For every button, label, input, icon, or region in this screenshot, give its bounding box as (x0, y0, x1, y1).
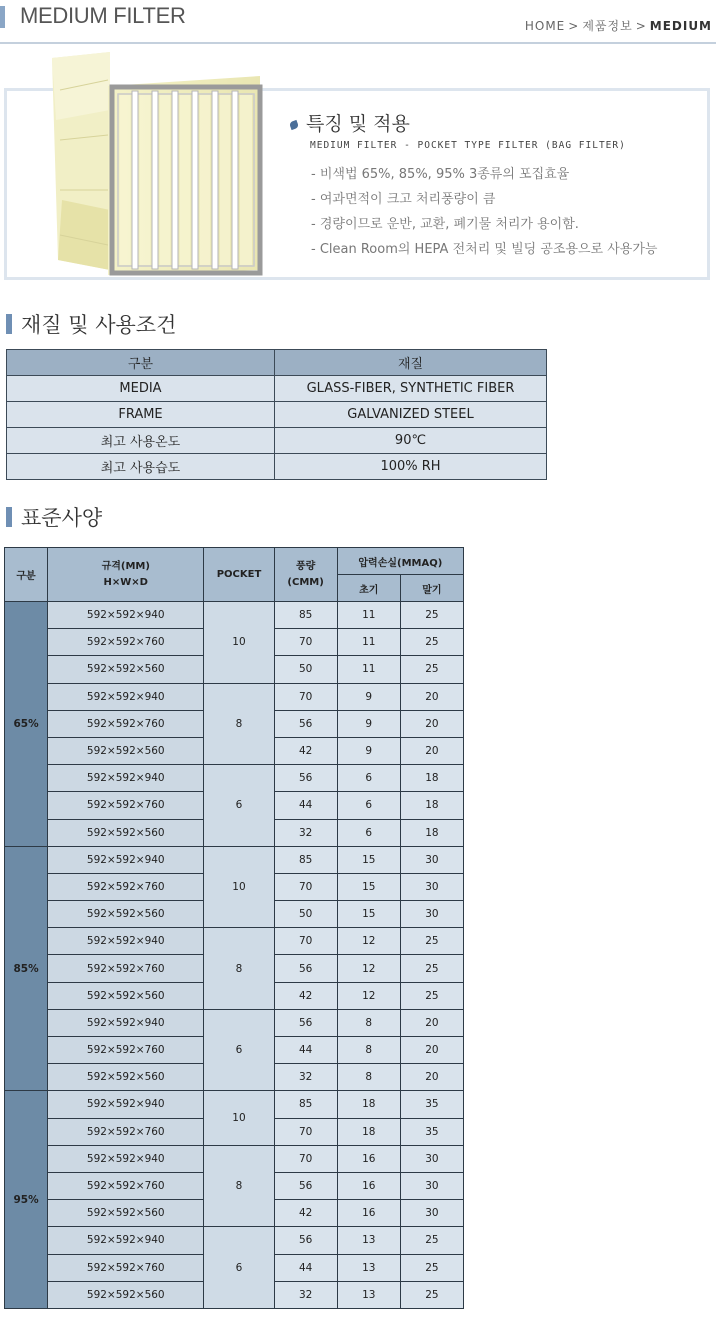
flow-cell: 56 (274, 955, 337, 982)
final-loss-cell: 20 (400, 1037, 463, 1064)
flow-cell: 70 (274, 683, 337, 710)
table-row (5, 1091, 464, 1118)
header-pressure: 압력손실(MMAQ) (337, 548, 463, 575)
initial-loss-cell: 9 (337, 737, 400, 764)
size-cell: 592×592×560 (48, 819, 204, 846)
title-accent-bar (0, 6, 5, 28)
flow-cell: 70 (274, 928, 337, 955)
leaf-bullet-icon (289, 119, 299, 129)
pocket-cell: 6 (204, 765, 274, 847)
initial-loss-cell: 6 (337, 819, 400, 846)
size-cell: 592×592×940 (48, 846, 204, 873)
features-list (311, 162, 657, 262)
final-loss-cell: 35 (400, 1091, 463, 1118)
final-loss-cell: 25 (400, 955, 463, 982)
pocket-cell: 6 (204, 1227, 274, 1309)
flow-cell: 50 (274, 656, 337, 683)
table-row (5, 928, 464, 955)
flow-cell: 85 (274, 1091, 337, 1118)
page-title: MEDIUM FILTER (20, 3, 186, 28)
flow-cell: 56 (274, 710, 337, 737)
table-row: FRAME GALVANIZED STEEL (7, 402, 547, 428)
flow-cell: 56 (274, 1172, 337, 1199)
size-cell: 592×592×940 (48, 928, 204, 955)
flow-cell: 42 (274, 982, 337, 1009)
size-cell: 592×592×760 (48, 1254, 204, 1281)
flow-cell: 42 (274, 737, 337, 764)
size-cell: 592×592×940 (48, 683, 204, 710)
efficiency-group-cell: 95% (5, 1091, 48, 1309)
header-pocket: POCKET (204, 548, 274, 602)
final-loss-cell: 20 (400, 737, 463, 764)
breadcrumb-home[interactable]: HOME (524, 19, 566, 33)
final-loss-cell: 35 (400, 1118, 463, 1145)
initial-loss-cell: 15 (337, 901, 400, 928)
final-loss-cell: 18 (400, 792, 463, 819)
table-row: 최고 사용습도 100% RH (7, 454, 547, 480)
size-cell: 592×592×760 (48, 710, 204, 737)
flow-cell: 70 (274, 1118, 337, 1145)
pocket-cell: 8 (204, 1145, 274, 1227)
size-cell: 592×592×760 (48, 629, 204, 656)
chevron-right-icon: > (635, 19, 647, 33)
pocket-cell: 8 (204, 928, 274, 1010)
final-loss-cell: 18 (400, 819, 463, 846)
flow-cell: 32 (274, 819, 337, 846)
spec-section-title: 표준사양 (21, 506, 103, 530)
table-row: MEDIA GLASS-FIBER, SYNTHETIC FIBER (7, 376, 547, 402)
initial-loss-cell: 6 (337, 765, 400, 792)
size-cell: 592×592×760 (48, 1037, 204, 1064)
material-section-title: 재질 및 사용조건 (21, 313, 177, 337)
section-accent-bar (6, 507, 12, 527)
size-cell: 592×592×760 (48, 1172, 204, 1199)
pocket-cell: 10 (204, 846, 274, 928)
initial-loss-cell: 13 (337, 1281, 400, 1308)
initial-loss-cell: 16 (337, 1172, 400, 1199)
initial-loss-cell: 12 (337, 955, 400, 982)
breadcrumb-products[interactable]: 제품정보 (582, 19, 633, 33)
table-row: 최고 사용온도 90℃ (7, 428, 547, 454)
final-loss-cell: 25 (400, 982, 463, 1009)
final-loss-cell: 18 (400, 765, 463, 792)
final-loss-cell: 25 (400, 656, 463, 683)
table-row (5, 1145, 464, 1172)
initial-loss-cell: 8 (337, 1037, 400, 1064)
header-group: 구분 (5, 548, 48, 602)
table-header: 재질 (275, 350, 547, 376)
initial-loss-cell: 12 (337, 982, 400, 1009)
list-item: - Clean Room의 HEPA 전처리 및 빌딩 공조용으로 사용가능 (311, 242, 658, 257)
flow-cell: 70 (274, 1145, 337, 1172)
size-cell: 592×592×560 (48, 982, 204, 1009)
size-cell: 592×592×760 (48, 955, 204, 982)
initial-loss-cell: 16 (337, 1145, 400, 1172)
features-title: 특징 및 적용 (290, 109, 410, 136)
final-loss-cell: 30 (400, 873, 463, 900)
flow-cell: 50 (274, 901, 337, 928)
final-loss-cell: 25 (400, 629, 463, 656)
final-loss-cell: 30 (400, 846, 463, 873)
initial-loss-cell: 9 (337, 683, 400, 710)
spec-table-body (5, 602, 464, 1309)
flow-cell: 85 (274, 602, 337, 629)
final-loss-cell: 30 (400, 1200, 463, 1227)
initial-loss-cell: 8 (337, 1064, 400, 1091)
final-loss-cell: 20 (400, 1009, 463, 1036)
flow-cell: 32 (274, 1064, 337, 1091)
initial-loss-cell: 18 (337, 1118, 400, 1145)
header-flow: 풍량 (CMM) (274, 548, 337, 602)
flow-cell: 42 (274, 1200, 337, 1227)
pocket-cell: 10 (204, 602, 274, 684)
final-loss-cell: 20 (400, 683, 463, 710)
breadcrumb-current: MEDIUM (649, 19, 712, 33)
size-cell: 592×592×940 (48, 1091, 204, 1118)
size-cell: 592×592×760 (48, 1118, 204, 1145)
pocket-cell: 8 (204, 683, 274, 765)
final-loss-cell: 30 (400, 901, 463, 928)
header-divider (0, 42, 716, 44)
flow-cell: 56 (274, 1227, 337, 1254)
initial-loss-cell: 13 (337, 1254, 400, 1281)
initial-loss-cell: 6 (337, 792, 400, 819)
size-cell: 592×592×560 (48, 737, 204, 764)
initial-loss-cell: 13 (337, 1227, 400, 1254)
size-cell: 592×592×560 (48, 1281, 204, 1308)
efficiency-group-cell: 65% (5, 602, 48, 847)
table-header: 구분 (7, 350, 275, 376)
initial-loss-cell: 15 (337, 846, 400, 873)
pocket-cell: 6 (204, 1009, 274, 1091)
size-cell: 592×592×560 (48, 1064, 204, 1091)
final-loss-cell: 30 (400, 1145, 463, 1172)
final-loss-cell: 25 (400, 1254, 463, 1281)
initial-loss-cell: 8 (337, 1009, 400, 1036)
flow-cell: 44 (274, 792, 337, 819)
initial-loss-cell: 15 (337, 873, 400, 900)
table-row (5, 846, 464, 873)
table-row (5, 1227, 464, 1254)
flow-cell: 44 (274, 1254, 337, 1281)
breadcrumb (525, 17, 712, 34)
initial-loss-cell: 18 (337, 1091, 400, 1118)
section-accent-bar (6, 314, 12, 334)
final-loss-cell: 30 (400, 1172, 463, 1199)
final-loss-cell: 25 (400, 1227, 463, 1254)
initial-loss-cell: 11 (337, 629, 400, 656)
table-row (5, 765, 464, 792)
table-row (5, 1009, 464, 1036)
size-cell: 592×592×760 (48, 873, 204, 900)
flow-cell: 85 (274, 846, 337, 873)
bag-filter-image (40, 50, 270, 280)
initial-loss-cell: 11 (337, 656, 400, 683)
final-loss-cell: 20 (400, 1064, 463, 1091)
size-cell: 592×592×940 (48, 1009, 204, 1036)
final-loss-cell: 25 (400, 1281, 463, 1308)
initial-loss-cell: 11 (337, 602, 400, 629)
size-cell: 592×592×560 (48, 656, 204, 683)
list-item: - 비색법 65%, 85%, 95% 3종류의 포집효율 (311, 167, 570, 182)
spec-table (4, 547, 464, 1309)
header-initial: 초기 (337, 575, 400, 602)
final-loss-cell: 25 (400, 602, 463, 629)
initial-loss-cell: 16 (337, 1200, 400, 1227)
size-cell: 592×592×560 (48, 1200, 204, 1227)
size-cell: 592×592×760 (48, 792, 204, 819)
flow-cell: 32 (274, 1281, 337, 1308)
initial-loss-cell: 12 (337, 928, 400, 955)
final-loss-cell: 20 (400, 710, 463, 737)
flow-cell: 44 (274, 1037, 337, 1064)
list-item: - 경량이므로 운반, 교환, 폐기물 처리가 용이함. (311, 217, 579, 232)
flow-cell: 56 (274, 765, 337, 792)
final-loss-cell: 25 (400, 928, 463, 955)
pocket-cell: 10 (204, 1091, 274, 1145)
list-item: - 여과면적이 크고 처리풍량이 큼 (311, 192, 496, 207)
efficiency-group-cell: 85% (5, 846, 48, 1091)
size-cell: 592×592×940 (48, 1145, 204, 1172)
flow-cell: 70 (274, 629, 337, 656)
header-final: 말기 (400, 575, 463, 602)
table-row (5, 602, 464, 629)
material-table (6, 349, 547, 480)
size-cell: 592×592×940 (48, 1227, 204, 1254)
size-cell: 592×592×560 (48, 901, 204, 928)
header-size: 규격(MM) H×W×D (48, 548, 204, 602)
chevron-right-icon: > (568, 19, 580, 33)
table-row (5, 683, 464, 710)
flow-cell: 70 (274, 873, 337, 900)
features-subtitle: MEDIUM FILTER - POCKET TYPE FILTER (BAG FILTER) (310, 140, 626, 151)
initial-loss-cell: 9 (337, 710, 400, 737)
size-cell: 592×592×940 (48, 765, 204, 792)
size-cell: 592×592×940 (48, 602, 204, 629)
flow-cell: 56 (274, 1009, 337, 1036)
